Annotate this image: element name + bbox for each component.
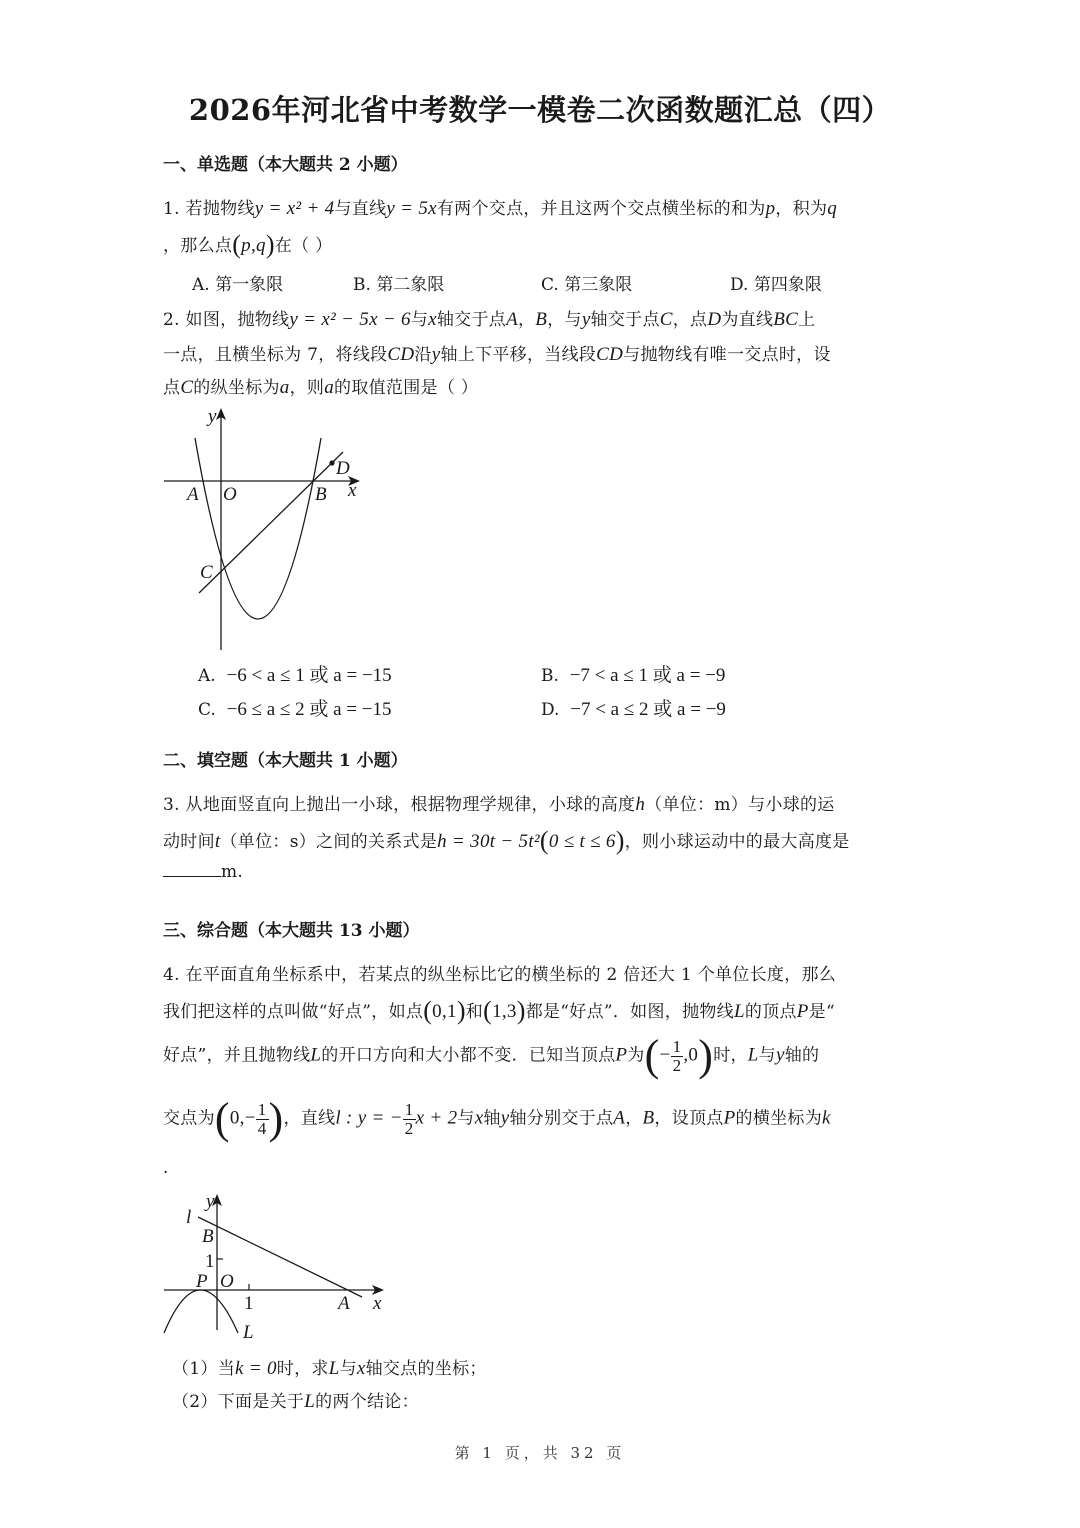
q2-text: 为直线 xyxy=(721,310,774,330)
q2-line2 xyxy=(163,340,831,366)
q2-text: 一点，且横坐标为 7，将线段 xyxy=(163,345,388,365)
q2-text: 的纵坐标为 xyxy=(193,378,280,398)
q4-text: 轴 xyxy=(483,1108,501,1129)
q4-text: 与 xyxy=(758,1045,776,1066)
q3-text: 从地面竖直向上抛出一小球，根据物理学规律，小球的高度 xyxy=(185,795,636,815)
option-text: −6 ≤ a ≤ 2 或 a = −15 xyxy=(226,699,392,720)
q4-figure-good-point-graph xyxy=(150,1185,410,1355)
label-b: B xyxy=(315,484,327,505)
q2-var: y xyxy=(581,309,591,330)
q4-fraction-quarter xyxy=(256,1101,269,1138)
q4-point: 0,1 xyxy=(432,1001,457,1022)
q1-option-c[interactable] xyxy=(541,270,632,295)
q4-line-eq: x + 2 xyxy=(415,1107,458,1129)
option-label: D. xyxy=(730,275,749,295)
q2-text: 与抛物线有唯一交点时，设 xyxy=(623,345,831,365)
q4-var: P xyxy=(723,1107,736,1129)
option-text: −7 < a ≤ 1 或 a = −9 xyxy=(569,665,726,686)
option-text: 第二象限 xyxy=(376,275,445,295)
q3-text: 动时间 xyxy=(163,832,215,852)
q4-text: 的开口方向和大小都不变．已知当顶点 xyxy=(321,1045,616,1066)
label-x: x xyxy=(373,1293,382,1314)
q3-text: （单位：s）之间的关系式是 xyxy=(220,832,438,852)
q3-line1 xyxy=(163,790,835,816)
q2-eq-parabola: y = x² − 5x − 6 xyxy=(289,309,411,330)
label-c: C xyxy=(200,562,213,583)
label-a: A xyxy=(187,484,199,505)
label-y-one: 1 xyxy=(205,1251,215,1272)
q4-line-eq: l : y = − xyxy=(335,1107,403,1129)
q1-var-p: p xyxy=(765,198,776,219)
q3-range: 0 ≤ t ≤ 6 xyxy=(548,831,616,852)
section-heading-fill-blank: 二、填空题（本大题共 1 小题） xyxy=(163,751,408,771)
q4-text: 的两个结论： xyxy=(315,1392,419,1412)
q2-text: 轴交于点 xyxy=(436,310,507,330)
q2-text: 沿 xyxy=(414,345,432,365)
q4-var: L xyxy=(733,1001,745,1022)
option-label: D. xyxy=(541,700,560,720)
q1-number: 1. xyxy=(163,199,180,219)
q2-text: ，与 xyxy=(547,310,582,330)
q1-eq-line: y = 5x xyxy=(386,198,437,219)
q3-text: （单位：m）与小球的运 xyxy=(645,795,835,815)
q2-var: C xyxy=(659,309,673,330)
label-y: y xyxy=(206,1191,215,1212)
q1-text: ，积为 xyxy=(775,199,828,219)
point-d-dot xyxy=(329,460,334,465)
q2-text: 轴上下平移，当线段 xyxy=(440,345,597,365)
q4-text: 下面是关于 xyxy=(217,1392,305,1412)
label-x-one: 1 xyxy=(244,1293,254,1314)
numerator: 1 xyxy=(404,1099,414,1119)
q3-var: t xyxy=(214,831,221,852)
q4-var: L xyxy=(304,1391,316,1412)
denominator: 2 xyxy=(404,1118,414,1138)
q2-var: CD xyxy=(387,344,415,365)
section-heading-single-choice: 一、单选题（本大题共 2 小题） xyxy=(163,155,408,175)
q2-var: D xyxy=(707,309,722,330)
q2-option-a[interactable] xyxy=(198,660,392,687)
section-heading-comprehensive: 三、综合题（本大题共 13 小题） xyxy=(163,921,420,941)
q2-var: BC xyxy=(773,309,799,330)
option-label: B. xyxy=(353,275,371,295)
option-label: C. xyxy=(198,700,216,720)
q2-text: ， xyxy=(517,310,536,330)
numerator: 1 xyxy=(257,1099,267,1119)
q3-text: ，则小球运动中的最大高度是 xyxy=(624,832,850,852)
q3-answer-blank[interactable] xyxy=(163,876,221,877)
label-y: y xyxy=(208,406,217,427)
q4-eq: k = 0 xyxy=(235,1358,277,1379)
q4-line5: . xyxy=(163,1158,169,1178)
q2-var: A xyxy=(506,309,518,330)
q2-text: 与 xyxy=(410,310,429,330)
q2-var: y xyxy=(431,344,441,365)
q4-line2: 我们把这样的点叫做“好点”，如点(0,1)和(1,3)都是“好点”．如图，抛物线L的顶点P是“ xyxy=(163,996,835,1025)
q2-option-b[interactable] xyxy=(541,660,725,687)
q4-line4: 交点为(0,− $\frac{1}{4}$ )，直线l : y = − $\frac{1}{2}$ x + 2与x轴y轴分别交于点A，B，设顶点P的横坐标为k xyxy=(163,1094,831,1143)
q4-text: 时，求 xyxy=(276,1359,329,1379)
q4-text: 轴交点的坐标； xyxy=(365,1359,487,1379)
q1-eq-parabola: y = x² + 4 xyxy=(254,198,335,219)
q4-var: L xyxy=(747,1044,759,1066)
option-text: 第一象限 xyxy=(215,275,284,295)
q4-subquestion-1 xyxy=(172,1354,487,1380)
q4-fraction-half xyxy=(671,1038,684,1075)
parabola-curve xyxy=(195,438,321,619)
q4-number: 4. xyxy=(163,965,180,985)
q2-option-d[interactable] xyxy=(541,694,726,721)
q2-option-c[interactable] xyxy=(198,694,392,721)
sub-number: （2） xyxy=(172,1392,218,1412)
q2-text: 的取值范围是（ ） xyxy=(334,378,479,398)
q4-text: ，直线 xyxy=(283,1108,336,1129)
label-x: x xyxy=(348,480,357,501)
q3-var: h xyxy=(635,794,646,815)
label-l: l xyxy=(186,1207,192,1228)
q4-var: k xyxy=(822,1107,831,1129)
q3-equation: h = 30t − 5t² xyxy=(437,831,540,852)
q4-text: 与 xyxy=(339,1359,357,1379)
option-label: B. xyxy=(541,666,559,686)
q4-text: 交点为 xyxy=(163,1108,215,1129)
label-a: A xyxy=(338,1293,350,1314)
option-label: A. xyxy=(198,666,216,686)
q1-text: 若抛物线 xyxy=(185,199,255,219)
q2-var: C xyxy=(180,377,194,398)
q4-var: x xyxy=(356,1358,366,1379)
q1-var-q: q xyxy=(827,198,838,219)
q2-text: ，则 xyxy=(289,378,325,398)
q4-var: P xyxy=(615,1044,628,1066)
q4-text: 的顶点 xyxy=(744,1002,797,1022)
q4-text: 时， xyxy=(713,1045,748,1066)
q4-var: B xyxy=(642,1107,655,1129)
q4-var: y xyxy=(500,1107,510,1129)
q4-text: 好点”，并且抛物线 xyxy=(163,1045,311,1066)
q4-text: 是“ xyxy=(808,1002,835,1022)
q1-line1 xyxy=(163,194,837,220)
q2-var: CD xyxy=(596,344,624,365)
q4-line3: 好点”，并且抛物线L的开口方向和大小都不变．已知当顶点P为(− $\frac{1}{2}$ ,0)时，L与y轴的 xyxy=(163,1031,820,1080)
label-o: O xyxy=(220,1271,234,1292)
q4-text: ，设顶点 xyxy=(654,1108,724,1129)
label-d: D xyxy=(336,458,350,479)
q4-subquestion-2 xyxy=(172,1387,419,1413)
option-text: 第四象限 xyxy=(753,275,822,295)
option-label: A. xyxy=(192,275,210,295)
option-label: C. xyxy=(541,275,559,295)
q2-line3 xyxy=(163,373,478,399)
q2-text: 轴交于点 xyxy=(590,310,660,330)
q4-text: 为 xyxy=(627,1045,645,1066)
q4-var: P xyxy=(796,1001,809,1022)
q1-line2: ，那么点(p,q)在（ ） xyxy=(163,230,333,259)
q4-text: 和 xyxy=(465,1002,484,1022)
option-text: −6 < a ≤ 1 或 a = −15 xyxy=(226,665,392,686)
q4-var: L xyxy=(328,1358,340,1379)
q4-var: x xyxy=(474,1107,484,1129)
q3-number: 3. xyxy=(163,795,180,815)
q1-option-a[interactable] xyxy=(192,270,283,295)
label-p: P xyxy=(196,1271,208,1292)
q2-text: 如图，抛物线 xyxy=(185,310,290,330)
q1-text: 有两个交点，并且这两个交点横坐标的和为 xyxy=(436,199,766,219)
q4-text: 与 xyxy=(457,1108,475,1129)
q2-var: x xyxy=(428,309,437,330)
q4-text: 当 xyxy=(217,1359,236,1379)
sub-number: （1） xyxy=(172,1359,218,1379)
q3-unit: m. xyxy=(221,862,244,882)
denominator: 2 xyxy=(672,1055,682,1075)
q4-fraction-half-slope xyxy=(403,1101,416,1138)
page-footer: 第 1 页，共 32 页 xyxy=(454,1444,626,1462)
q1-text: 在（ ） xyxy=(274,236,333,256)
q1-option-b[interactable] xyxy=(353,270,444,295)
q2-var: B xyxy=(535,309,548,330)
q2-text: 点 xyxy=(163,378,181,398)
q4-text: 轴分别交于点 xyxy=(509,1108,614,1129)
q4-var: L xyxy=(310,1044,322,1066)
q4-text: 我们把这样的点叫做“好点”，如点 xyxy=(163,1002,424,1022)
q4-text: 的横坐标为 xyxy=(735,1108,823,1129)
q2-number: 2. xyxy=(163,310,180,330)
q3-line3 xyxy=(163,862,243,882)
q4-point: 1,3 xyxy=(492,1001,517,1022)
numerator: 1 xyxy=(672,1036,682,1056)
q1-option-d[interactable] xyxy=(730,270,822,295)
document-title: 2026年河北省中考数学一模卷二次函数题汇总（四） xyxy=(188,93,892,127)
option-text: −7 < a ≤ 2 或 a = −9 xyxy=(570,699,726,720)
q3-line2: 动时间t（单位：s）之间的关系式是h = 30t − 5t²(0 ≤ t ≤ 6)，则小球运动中的最大高度是 xyxy=(163,826,850,855)
q2-figure-parabola-graph xyxy=(150,400,390,660)
q4-var: y xyxy=(775,1044,785,1066)
q4-var: A xyxy=(613,1107,626,1129)
label-parabola-l: L xyxy=(243,1322,254,1343)
option-text: 第三象限 xyxy=(564,275,633,295)
parabola-l-curve xyxy=(164,1290,238,1333)
q2-text: 上 xyxy=(798,310,816,330)
q1-text: ，那么点 xyxy=(163,236,233,256)
q2-text: ，点 xyxy=(672,310,708,330)
q2-line1 xyxy=(163,305,815,331)
q4-text: 都是“好点”．如图，抛物线 xyxy=(525,1002,734,1022)
q4-line1 xyxy=(163,960,836,985)
q1-text: 与直线 xyxy=(334,199,387,219)
label-b: B xyxy=(202,1226,214,1247)
label-o: O xyxy=(223,484,237,505)
q4-text: 轴的 xyxy=(784,1045,820,1066)
denominator: 4 xyxy=(257,1118,267,1138)
q2-var: a xyxy=(279,377,290,398)
q1-point: p,q xyxy=(241,235,266,256)
q4-text: 在平面直角坐标系中，若某点的纵坐标比它的横坐标的 2 倍还大 1 个单位长度，那么 xyxy=(185,965,837,985)
q2-var: a xyxy=(324,377,335,398)
